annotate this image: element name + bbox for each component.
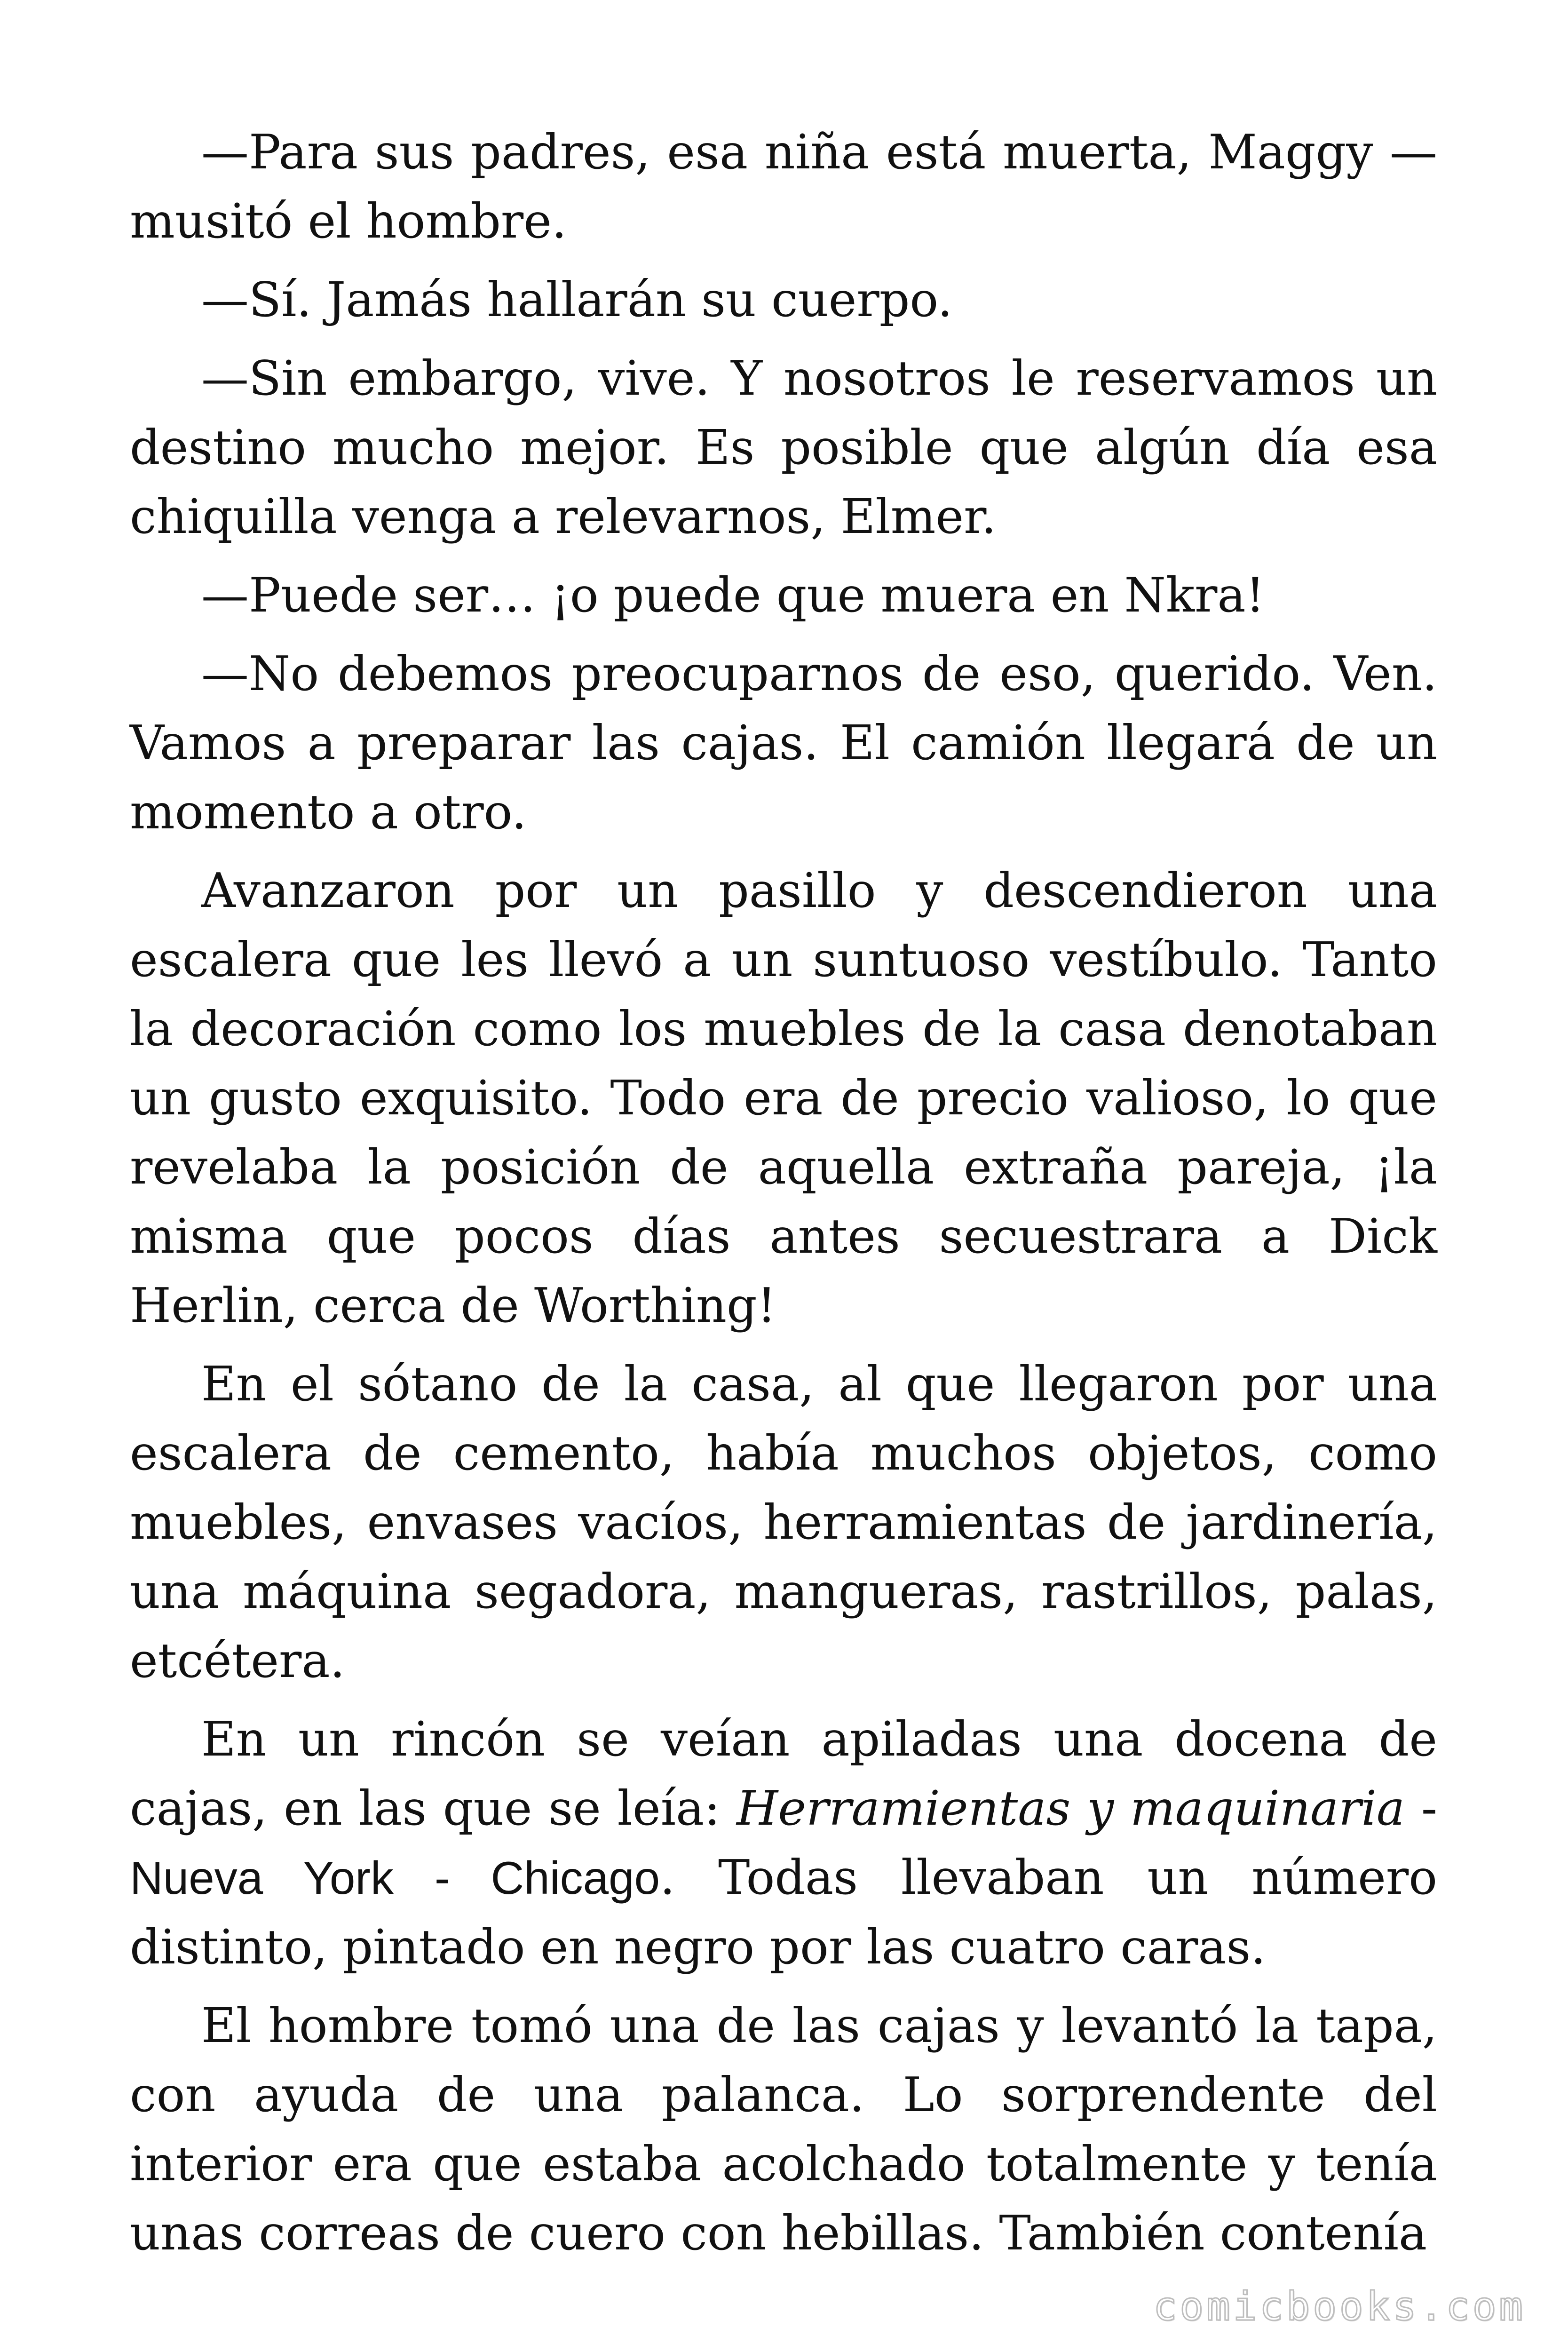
paragraph-1: —Para sus padres, esa niña está muerta, Maggy —musitó el hombre. xyxy=(130,124,1437,249)
box-label-separator: - xyxy=(1405,1780,1438,1836)
paragraph-5: —No debemos preocuparnos de eso, querido. Ven. Vamos a preparar las cajas. El camión llegará de un momento a otro. xyxy=(130,646,1437,840)
paragraph-8-end: . Todas llevaban un número distinto, pintado en negro por las cuatro caras. xyxy=(130,1850,1437,1975)
paragraph-7: En el sótano de la casa, al que llegaron por una escalera de cemento, había muchos objetos, como muebles, envases vacíos, herramientas de jardinería, una máquina segadora, mangueras, rastrillos, palas, etcétera. xyxy=(130,1356,1437,1688)
box-label-italic: Herramientas y maquinaria xyxy=(736,1780,1405,1836)
paragraph-2: —Sí. Jamás hallarán su cuerpo. xyxy=(201,272,953,327)
paragraph-8-start: En un rincón se veían apiladas una docena de cajas, en las que se leía: xyxy=(130,1711,1437,1836)
paragraph-6: Avanzaron por un pasillo y descendieron una escalera que les llevó a un suntuoso vestíbulo. Tanto la decoración como los muebles de la casa denotaban un gusto exquisito. Todo era de precio valioso, lo que revelaba la posición de aquella extraña pareja, ¡la misma que pocos días antes secuestrara a Dick Herlin, cerca de Worthing! xyxy=(130,863,1437,1333)
paragraph-3: —Sin embargo, vive. Y nosotros le reservamos un destino mucho mejor. Es posible que algún día esa chiquilla venga a relevarnos, Elmer. xyxy=(130,350,1437,544)
paragraph-8 xyxy=(130,1705,1437,1982)
paragraph-9: El hombre tomó una de las cajas y levantó la tapa, con ayuda de una palanca. Lo sorprendente del interior era que estaba acolchado totalmente y tenía unas correas de cuero con hebillas. También contenía xyxy=(130,1998,1437,2261)
page-body xyxy=(130,118,1437,2277)
watermark: comicbooks.com xyxy=(1153,2283,1526,2329)
box-label-cities: Nueva York - Chicago xyxy=(130,1852,660,1904)
paragraph-4: —Puede ser… ¡o puede que muera en Nkra! xyxy=(201,567,1265,623)
